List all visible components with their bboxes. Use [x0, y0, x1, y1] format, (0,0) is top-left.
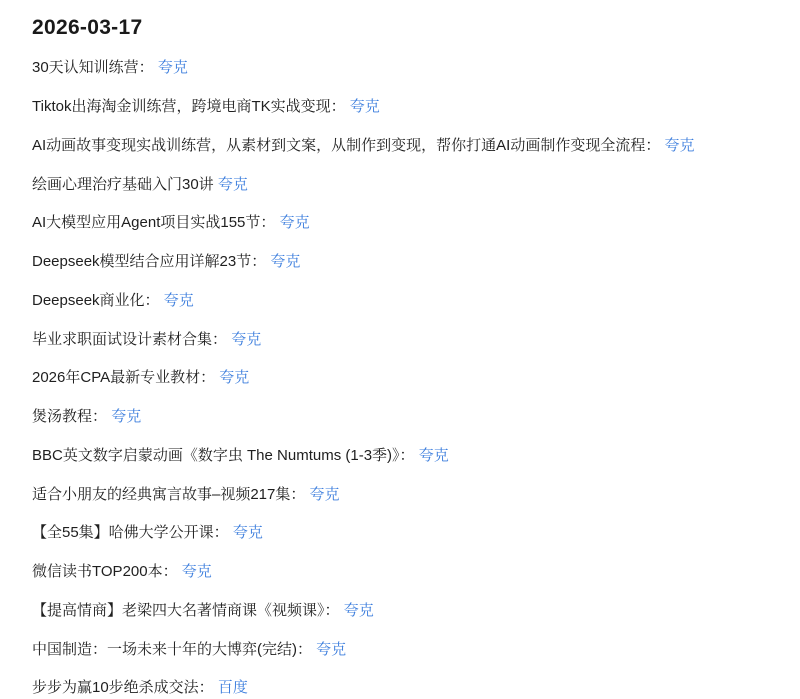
list-item-link[interactable]: 夸克	[316, 640, 347, 658]
list-item	[32, 57, 770, 79]
list-item	[32, 600, 770, 622]
list-item	[32, 212, 770, 234]
list-item-link[interactable]: 夸克	[163, 291, 194, 309]
list-item	[32, 329, 770, 351]
list-item-label: AI大模型应用Agent项目实战155节：	[32, 214, 276, 232]
list-item-link[interactable]: 夸克	[418, 446, 449, 464]
list-item-label: 毕业求职面试设计素材合集：	[32, 330, 228, 348]
list-item	[32, 677, 770, 699]
page-title: 2026-03-17	[32, 16, 143, 39]
list-item	[32, 135, 770, 157]
list-item	[32, 406, 770, 428]
list-item	[32, 639, 770, 661]
list-item-label: 微信读书TOP200本：	[32, 563, 178, 581]
list-item-link[interactable]: 夸克	[664, 136, 695, 154]
list-item-label: 30天认知训练营：	[32, 59, 154, 77]
list-item-label: 煲汤教程：	[32, 408, 108, 426]
list-item	[32, 561, 770, 583]
list-item-link[interactable]: 夸克	[111, 408, 142, 426]
list-item-label: 【提高情商】老梁四大名著情商课《视频课》：	[32, 601, 340, 619]
list-item-link[interactable]: 夸克	[343, 601, 374, 619]
list-item-label: BBC英文数字启蒙动画《数字虫 The Numtums (1-3季)》：	[32, 446, 415, 464]
list-item-label: Tiktok出海淘金训练营，跨境电商TK实战变现：	[32, 98, 346, 116]
list-item-link[interactable]: 夸克	[219, 369, 250, 387]
list-item-label: 绘画心理治疗基础入门30讲	[32, 175, 214, 193]
list-item-link[interactable]: 夸克	[181, 563, 212, 581]
list-item	[32, 484, 770, 506]
list-item	[32, 445, 770, 467]
list-item	[32, 174, 770, 196]
list-item	[32, 522, 770, 544]
list-item	[32, 96, 770, 118]
list-item-label: AI动画故事变现实战训练营，从素材到文案，从制作到变现，帮你打通AI动画制作变现全流程：	[32, 136, 661, 154]
list-item-link[interactable]: 夸克	[309, 485, 340, 503]
list-item-label: 中国制造：一场未来十年的大博弈(完结)：	[32, 640, 312, 658]
list-item-label: Deepseek商业化：	[32, 291, 160, 309]
list-item-label: 【全55集】哈佛大学公开课：	[32, 524, 229, 542]
list-item-label: 2026年CPA最新专业教材：	[32, 369, 216, 387]
list-item-label: Deepseek模型结合应用详解23节：	[32, 253, 267, 271]
list-item	[32, 251, 770, 273]
list-item	[32, 290, 770, 312]
list-item-link[interactable]: 夸克	[349, 98, 380, 116]
list-item-link[interactable]: 夸克	[279, 214, 310, 232]
list-item-link[interactable]: 夸克	[217, 175, 248, 193]
list-item-label: 步步为赢10步绝杀成交法：	[32, 679, 214, 697]
list-item-link[interactable]: 夸克	[157, 59, 188, 77]
list-item-label: 适合小朋友的经典寓言故事–视频217集：	[32, 485, 306, 503]
list-item-link[interactable]: 夸克	[231, 330, 262, 348]
list-item-link[interactable]: 夸克	[232, 524, 263, 542]
resource-list	[30, 57, 770, 699]
list-item-link[interactable]: 夸克	[270, 253, 301, 271]
list-item	[32, 367, 770, 389]
list-item-link[interactable]: 百度	[217, 679, 248, 697]
